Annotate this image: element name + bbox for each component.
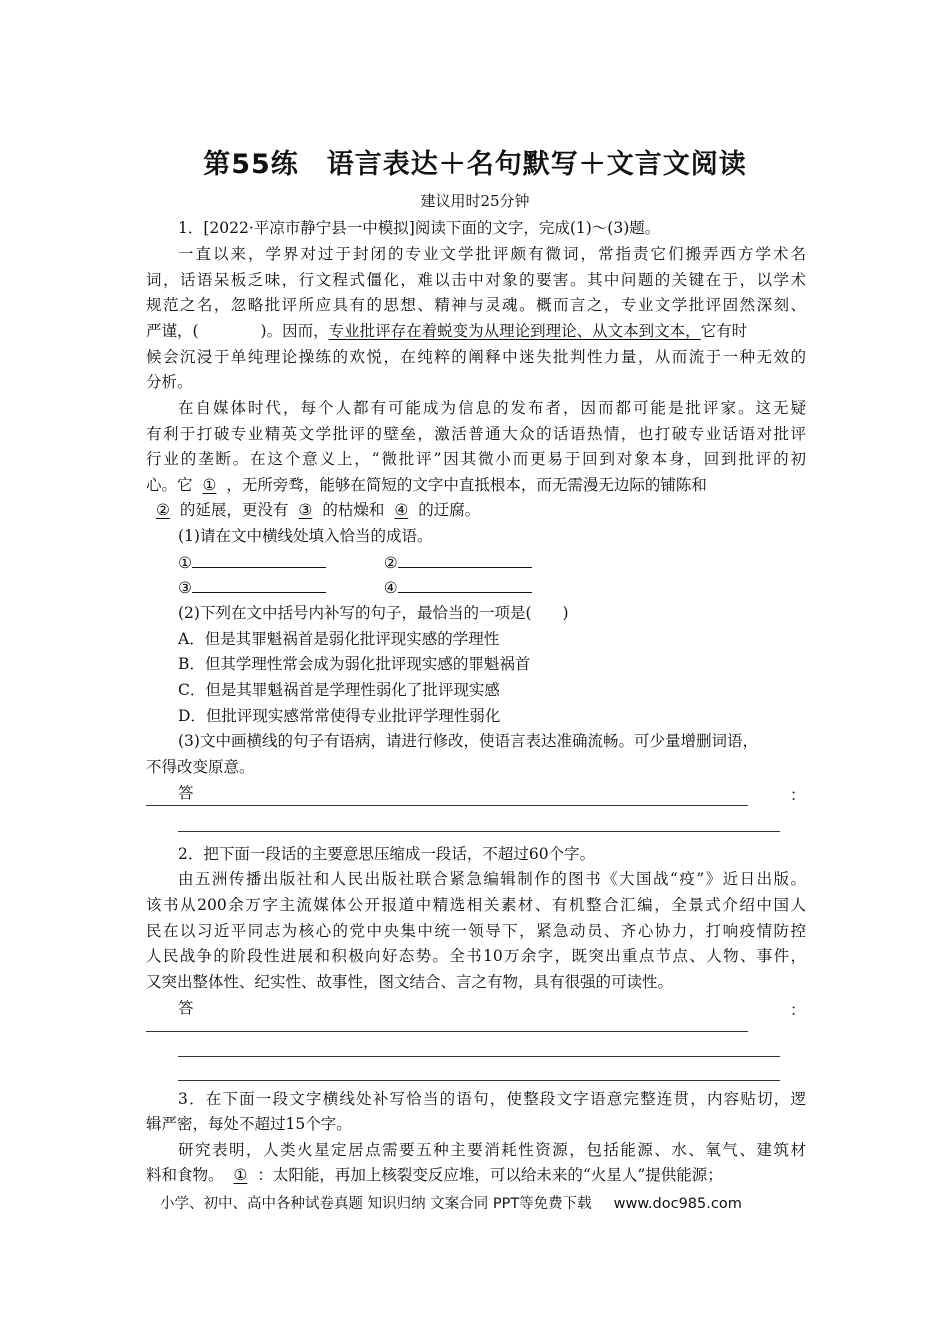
blank-4-marker: ④ xyxy=(394,501,409,519)
answer-blank-2[interactable] xyxy=(398,552,532,568)
footer-text: 小学、初中、高中各种试卷真题 知识归纳 文案合同 PPT等免费下载 xyxy=(160,1196,592,1212)
option-c[interactable]: C．但是其罪魁祸首是学理性弱化了批评现实感 xyxy=(178,681,500,699)
answer-label-2: ② xyxy=(383,554,398,572)
q1-answer-line-2[interactable] xyxy=(178,831,780,832)
blank-1-marker: ① xyxy=(202,476,217,494)
q1-p2-line-3: 行业的垄断。在这个意义上，“微批评”因其微小而更易于回到对象本身，回到批评的初 xyxy=(146,450,806,468)
q2-heading: 2．把下面一段话的主要意思压缩成一段话，不超过60个字。 xyxy=(178,845,596,863)
q1-sub3-line-1: (3)文中画横线的句子有语病，请进行修改，使语言表达准确流畅。可少量增删词语， xyxy=(178,732,758,750)
footer xyxy=(160,1192,820,1213)
q1-p2-line-4 xyxy=(146,475,806,495)
q2-answer-colon: ： xyxy=(790,1001,806,1019)
q1-p1-line-2: 词，话语呆板乏味，行文程式僵化，难以击中对象的要害。其中问题的关键在于，以学术 xyxy=(146,271,806,289)
q2-body-line-2: 该书从200余万字主流媒体公开报道中精选相关素材、有机整合汇编，全景式介绍中国人 xyxy=(146,896,806,914)
q1-sub1: (1)请在文中横线处填入恰当的成语。 xyxy=(178,527,433,545)
option-b[interactable]: B．但其学理性常会成为弱化批评现实感的罪魁祸首 xyxy=(178,655,531,673)
q1-p1-line-4-start: 严谨，( )。因而， xyxy=(146,322,329,340)
q2-answer-line-1[interactable] xyxy=(146,1031,748,1032)
q1-p2-line-2: 有利于打破专业精英文学批评的壁垒，激活普通大众的话语热情，也打破专业话语对批评 xyxy=(146,425,806,443)
q1-p2-line-1: 在自媒体时代，每个人都有可能成为信息的发布者，因而都可能是批评家。这无疑 xyxy=(178,399,806,417)
q3-body-line-2-start: 料和食物。 xyxy=(146,1166,224,1184)
q1-p1-line-1: 一直以来，学界对过于封闭的专业文学批评颇有微词，常指责它们搬弄西方学术名 xyxy=(178,245,806,263)
blank-2-marker: ② xyxy=(156,501,170,519)
answer-label-4: ④ xyxy=(383,579,398,597)
answer-blank-row-1 xyxy=(178,552,806,573)
q2-body-line-3: 民在以习近平同志为核心的党中央集中统一领导下，紧急动员、齐心协力，打响疫情防控 xyxy=(146,922,806,940)
q1-p1-line-4-end: 它有时 xyxy=(700,322,748,340)
q1-p1-line-5: 候会沉浸于单纯理论操练的欢悦，在纯粹的阐释中迷失批判性力量，从而流于一种无效的 xyxy=(146,348,806,366)
q3-blank-1-marker[interactable]: ① xyxy=(233,1166,248,1184)
answer-blank-3[interactable] xyxy=(192,577,326,593)
option-a[interactable]: A．但是其罪魁祸首是弱化批评现实感的学理性 xyxy=(178,630,500,648)
answer-blank-1[interactable] xyxy=(192,552,326,568)
answer-label-3: ③ xyxy=(178,579,192,597)
q2-body-line-1: 由五洲传播出版社和人民出版社联合紧急编辑制作的图书《大国战“疫”》近日出版。 xyxy=(178,870,806,888)
q1-p2-line-4-start: 心。它 xyxy=(146,476,193,494)
q3-body-line-2 xyxy=(146,1165,806,1185)
q1-p2-line-5-b: 的枯燥和 xyxy=(322,501,385,519)
q1-p1-line-4 xyxy=(146,321,806,341)
q1-answer-line-1[interactable] xyxy=(146,805,748,806)
q1-sub2: (2)下列在文中括号内补写的句子，最恰当的一项是( ) xyxy=(178,604,569,622)
q3-body-line-1: 研究表明，人类火星定居点需要五种主要消耗性资源，包括能源、水、氧气、建筑材 xyxy=(178,1141,806,1159)
page-title: 第55练 语言表达＋名句默写＋文言文阅读 xyxy=(203,149,747,180)
q1-p2-line-4-rest: ，无所旁骛，能够在简短的文字中直抵根本，而无需漫无边际的铺陈和 xyxy=(226,476,707,494)
q2-body-line-4: 人民战争的阶段性进展和积极向好态势。全书10万余字，既突出重点节点、人物、事件， xyxy=(146,947,806,965)
q1-sub3-line-2: 不得改变原意。 xyxy=(146,758,255,776)
underlined-sentence: 专业批评存在着蜕变为从理论到理论、从文本到文本， xyxy=(328,322,701,340)
q1-p2-line-5-a: 的延展，更没有 xyxy=(179,501,289,519)
blank-3-marker: ③ xyxy=(298,501,313,519)
q1-p1-line-3: 规范之名，忽略批评所应具有的思想、精神与灵魂。概而言之，专业文学批评固然深刻、 xyxy=(146,296,806,314)
q1-p1-line-6: 分析。 xyxy=(146,373,193,391)
q3-heading-line-2: 辑严密，每处不超过15个字。 xyxy=(146,1115,352,1133)
answer-label-1: ① xyxy=(178,554,192,572)
q3-heading-line-1: 3．在下面一段文字横线处补写恰当的语句，使整段文字语意完整连贯，内容贴切，逻 xyxy=(178,1090,806,1108)
answer-blank-4[interactable] xyxy=(398,577,532,593)
q1-p2-line-5-c: 的迂腐。 xyxy=(418,501,481,519)
q2-answer-label: 答 xyxy=(178,999,194,1017)
q1-answer-label: 答 xyxy=(178,784,194,802)
q1-answer-colon: ： xyxy=(790,786,806,804)
q1-p2-line-5 xyxy=(146,500,806,520)
q2-body-line-5: 又突出整体性、纪实性、故事性，图文结合、言之有物，具有很强的可读性。 xyxy=(146,973,674,991)
q3-body-line-2-rest: ：太阳能，再加上核裂变反应堆，可以给未来的“火星人”提供能源； xyxy=(257,1166,723,1184)
footer-url[interactable]: www.doc985.com xyxy=(613,1196,742,1212)
q2-answer-line-2[interactable] xyxy=(178,1056,780,1057)
suggested-time: 建议用时25分钟 xyxy=(420,192,530,210)
answer-blank-row-2 xyxy=(178,577,806,598)
option-d[interactable]: D．但批评现实感常常使得专业批评学理性弱化 xyxy=(178,707,501,725)
q1-heading: 1．[2022·平凉市静宁县一中模拟]阅读下面的文字，完成(1)～(3)题。 xyxy=(178,219,661,237)
q2-answer-line-3[interactable] xyxy=(178,1080,780,1081)
